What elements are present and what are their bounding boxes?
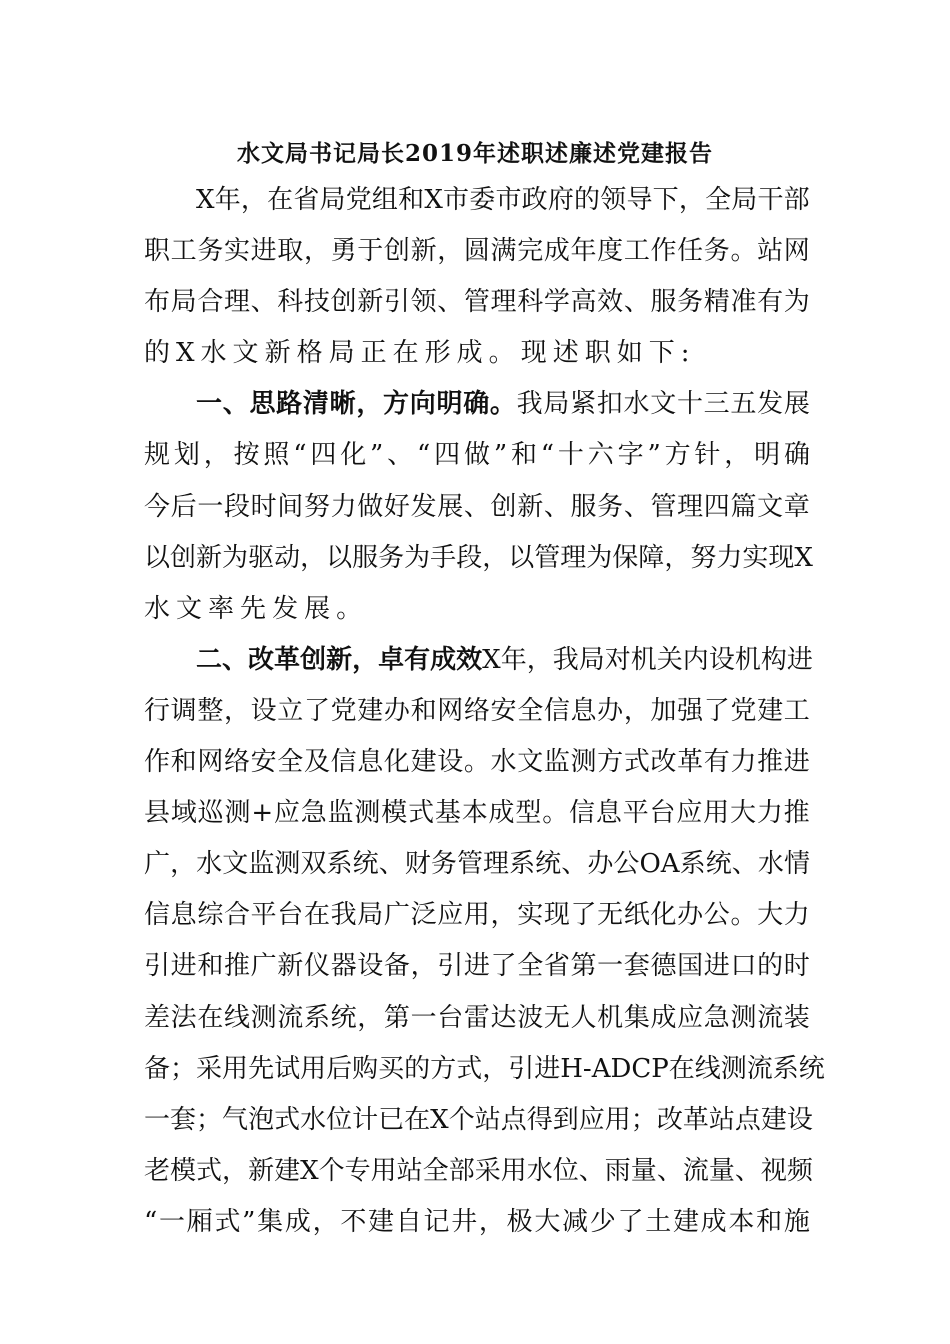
document-body xyxy=(144,175,825,1248)
text-line: 行 调 整 ， 设 立 了 党 建 办 和 网 络 安 全 信 息 办 ， 加 强 了 党 建 工 xyxy=(144,695,810,726)
text-line: 水 文 率 先 发 展 。 xyxy=(144,593,369,624)
text-line: 二 、 改 革 创 新 ， 卓 有 成 效 X 年 ， 我 局 对 机 关 内 设 机 构 进 xyxy=(196,644,813,675)
text-line: 差 法 在 线 测 流 系 统 ， 第 一 台 雷 达 波 无 人 机 集 成 应 急 测 流 装 xyxy=(144,1002,810,1033)
text-line: 职 工 务 实 进 取 ， 勇 于 创 新 ， 圆 满 完 成 年 度 工 作 任 务 。 站 网 xyxy=(144,236,810,267)
text-line: 作 和 网 络 安 全 及 信 息 化 建 设 。 水 文 监 测 方 式 改 革 有 力 推 进 xyxy=(144,747,810,778)
text-line: 今 后 一 段 时 间 努 力 做 好 发 展 、 创 新 、 服 务 、 管 理 四 篇 文 章 xyxy=(144,491,810,522)
document-title: 水文局书记局长2019年述职述廉述党建报告 xyxy=(236,140,713,167)
text-line: 布 局 合 理 、 科 技 创 新 引 领 、 管 理 科 学 高 效 、 服 务 精 准 有 为 xyxy=(144,287,810,318)
text-line: 引 进 和 推 广 新 仪 器 设 备 ， 引 进 了 全 省 第 一 套 德 国 进 口 的 时 xyxy=(144,951,810,982)
text-line: 老 模 式 ， 新 建 X 个 专 用 站 全 部 采 用 水 位 、 雨 量 、 流 量 、 视 频 xyxy=(144,1155,813,1186)
text-line: 县 域 巡 测 + 应 急 监 测 模 式 基 本 成 型 。 信 息 平 台 应 用 大 力 推 xyxy=(144,798,810,829)
text-line: 备 ； 采 用 先 试 用 后 购 买 的 方 式 ， 引 进 H-ADCP 在 线 测 流 系 统 xyxy=(144,1053,825,1084)
text-line: 以 创 新 为 驱 动 ， 以 服 务 为 手 段 ， 以 管 理 为 保 障 ， 努 力 实 现 X xyxy=(144,542,813,573)
text-line: 一 、 思 路 清 晰 ， 方 向 明 确 。 我 局 紧 扣 水 文 十 三 五 发 展 xyxy=(196,389,810,420)
text-line: 的 X 水 文 新 格 局 正 在 形 成 。 现 述 职 如 下 : xyxy=(144,338,696,369)
text-line: 一 套 ； 气 泡 式 水 位 计 已 在 X 个 站 点 得 到 应 用 ； 改 革 站 点 建 设 xyxy=(144,1104,813,1135)
text-line: “ 一 厢 式 ” 集 成 ， 不 建 自 记 井 ， 极 大 减 少 了 土 建 成 本 和 施 xyxy=(144,1206,810,1237)
text-line: 广 ， 水 文 监 测 双 系 统 、 财 务 管 理 系 统 、 办 公 OA 系 统 、 水 情 xyxy=(144,849,810,880)
text-line: X 年 ， 在 省 局 党 组 和 X 市 委 市 政 府 的 领 导 下 ， 全 局 干 部 xyxy=(196,185,810,215)
text-line: 规 划 ， 按 照 “ 四 化 ” 、 “ 四 做 ” 和 “ 十 六 字 ” 方 针 ， 明 确 xyxy=(144,440,810,471)
text-line: 信 息 综 合 平 台 在 我 局 广 泛 应 用 ， 实 现 了 无 纸 化 办 公 。 大 力 xyxy=(144,900,810,931)
